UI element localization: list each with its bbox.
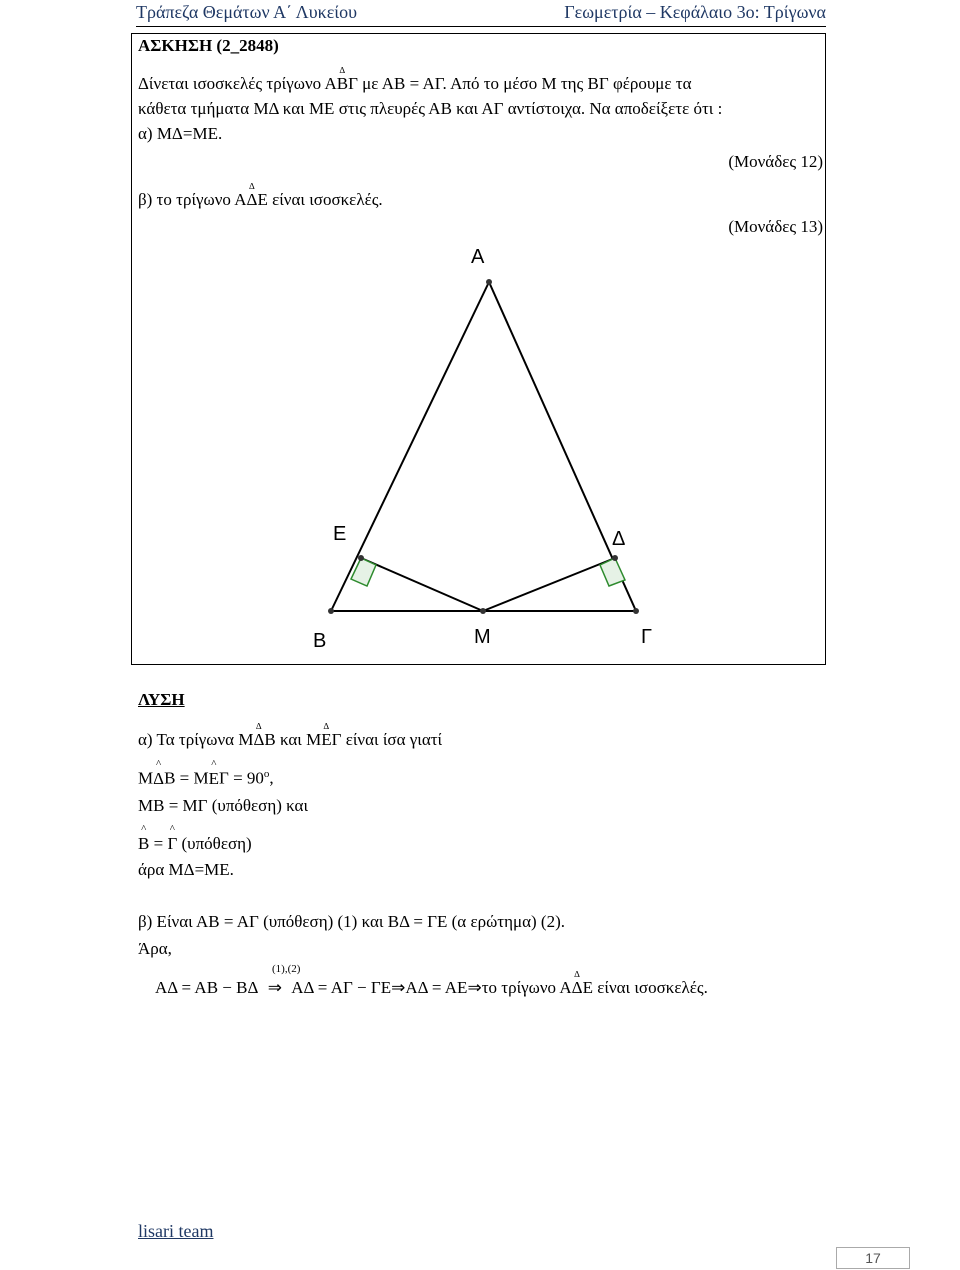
- implies-arrow-1: ⇒: [267, 978, 282, 998]
- solution-eq-2: ΜΒ = ΜΓ (υπόθεση) και: [138, 796, 309, 815]
- label-a: Α: [471, 246, 485, 268]
- segment-me: [361, 558, 483, 611]
- solution-b-final: ΑΔ = ΑΒ − ΒΔ ⇒ ΑΔ = ΑΓ − ΓΕ⇒ΑΔ = ΑΕ⇒το τρίγωνο Α∆ ΔΕ είναι ισοσκελές.: [155, 978, 708, 998]
- angle-b-symbol: ∆ Β: [337, 74, 348, 94]
- point-d: [612, 555, 618, 561]
- header-left-title: Τράπεζα Θεμάτων Α΄ Λυκείου: [136, 2, 358, 22]
- solution-eq-3: ^ Β = ^ Γ (υπόθεση): [138, 834, 252, 854]
- label-e: Ε: [333, 523, 347, 545]
- solution-eq-1: Μ^ ΔΒ = Μ^ $E\Gamma = 90^o$,: [138, 768, 274, 789]
- solution-heading: ΛΥΣΗ: [138, 690, 185, 709]
- points-b: (Μονάδες 13): [728, 217, 823, 236]
- solution-eq-4: άρα ΜΔ=ΜΕ.: [138, 860, 234, 879]
- point-e: [358, 555, 364, 561]
- implies-arrow-2: ⇒: [391, 978, 406, 998]
- triangle-figure: [131, 240, 826, 660]
- point-b: [328, 608, 334, 614]
- header-right-title: Γεωμετρία – Κεφάλαιο 3ο: Τρίγωνα: [564, 2, 826, 22]
- exercise-line-4: β) το τρίγωνο Α∆ ΔΕ είναι ισοσκελές.: [138, 190, 383, 210]
- implies-condition: (1),(2): [272, 963, 301, 975]
- page-number: 17: [836, 1247, 910, 1269]
- label-d: Δ: [612, 528, 626, 550]
- solution-a-intro: α) Τα τρίγωνα Μ∆ ΔΒ και Μ∆ ΕΓ είναι ίσα γιατί: [138, 730, 442, 750]
- header-divider: [136, 26, 826, 27]
- angle-d-symbol: ∆ Δ: [247, 190, 258, 210]
- label-b: Β: [313, 630, 327, 652]
- points-a: (Μονάδες 12): [728, 152, 823, 171]
- footer-link[interactable]: lisari team: [138, 1221, 214, 1241]
- exercise-line-2: κάθετα τμήματα ΜΔ και ΜΕ στις πλευρές ΑΒ και ΑΓ αντίστοιχα. Να αποδείξετε ότι :: [138, 99, 723, 118]
- implies-arrow-3: ⇒: [467, 978, 482, 998]
- side-ab: [331, 282, 489, 611]
- label-m: Μ: [474, 626, 491, 648]
- label-g: Γ: [641, 626, 653, 648]
- exercise-line-3: α) ΜΔ=ΜΕ.: [138, 124, 223, 143]
- solution-b-line: β) Είναι ΑΒ = ΑΓ (υπόθεση) (1) και ΒΔ = ΓΕ (α ερώτημα) (2).: [138, 912, 565, 931]
- solution-b-ara: Άρα,: [138, 939, 172, 958]
- exercise-title: ΑΣΚΗΣΗ (2_2848): [138, 36, 279, 55]
- segment-md: [483, 558, 615, 611]
- point-a: [486, 279, 492, 285]
- exercise-line-1: Δίνεται ισοσκελές τρίγωνο Α∆ ΒΓ με ΑΒ = ΑΓ. Από το μέσο Μ της ΒΓ φέρουμε τα: [138, 74, 692, 94]
- point-g: [633, 608, 639, 614]
- point-m: [480, 608, 486, 614]
